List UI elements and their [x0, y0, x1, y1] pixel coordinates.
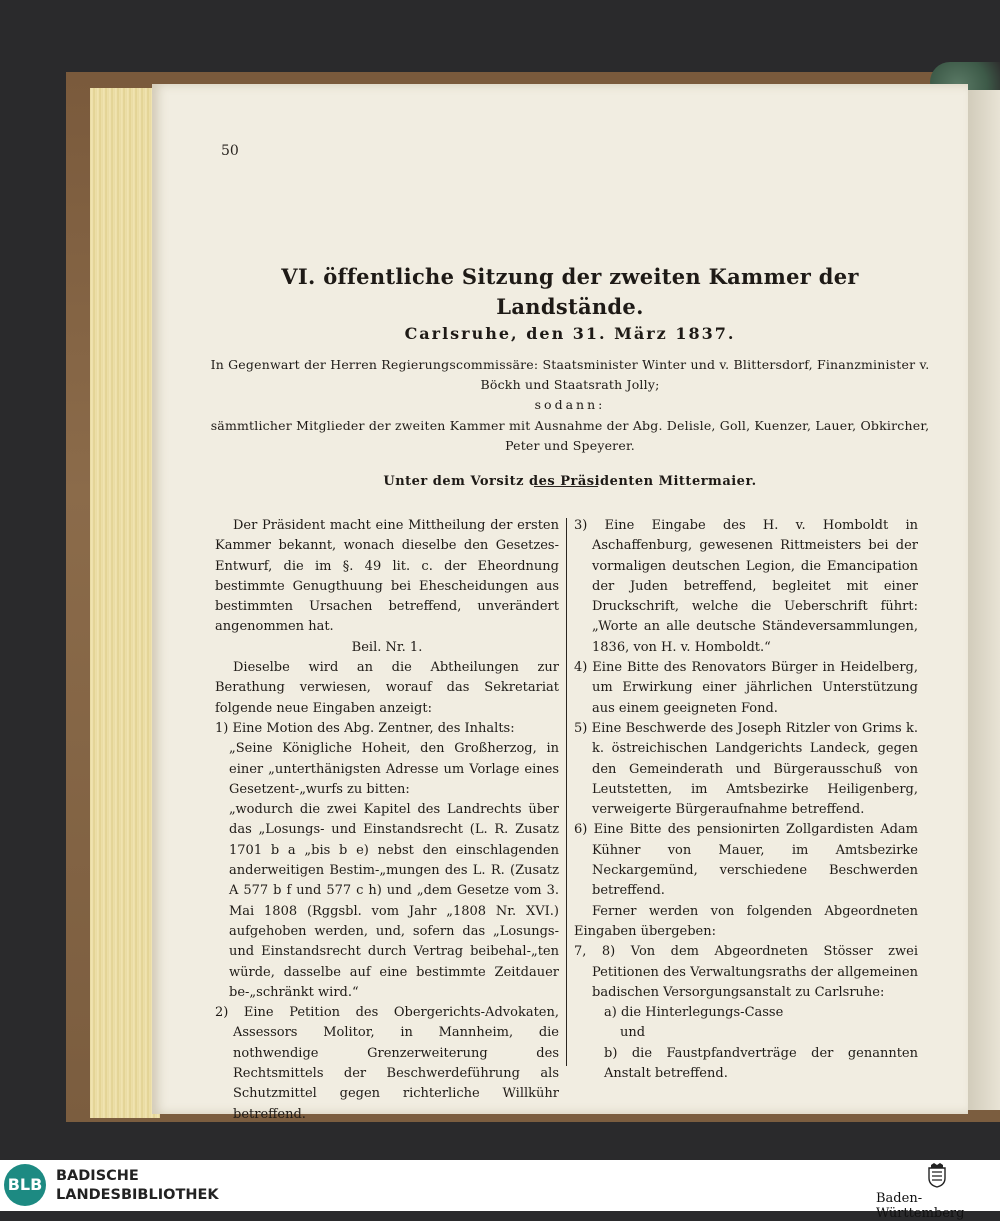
- blb-logo-icon[interactable]: BLB: [4, 1164, 46, 1206]
- right-column: [574, 516, 918, 1084]
- paragraph-referral: Dieselbe wird an die Abtheilungen zur Berathung verwiesen, worauf das Sekretariat folgende neue Eingaben anzeigt:: [215, 660, 559, 716]
- left-column: [215, 516, 559, 1125]
- sodann-label: sodann:: [534, 397, 606, 412]
- list-item: 2) Eine Petition des Obergerichts-Advokaten, Assessors Molitor, in Mannheim, die nothwendige Grenzerweiterung des Rechtsmittels der Beschwerdeführung als Schutzmittel gegen richterliche Willkühr betreffend.: [215, 1005, 559, 1122]
- list-item: 5) Eine Beschwerde des Joseph Ritzler von Grims k. k. östreichischen Landgerichts Landeck, gegen den Gemeinderath und Bürgerausschuß von Leutstetten, im Amtsbezirke Heiligenberg, verweigerte Bürgeraufnahme betreffend.: [574, 720, 918, 818]
- list-item: 6) Eine Bitte des pensionirten Zollgardisten Adam Kühner von Mauer, im Amtsbezirke Neckargemünd, verschiedene Beschwerden betreffend.: [574, 822, 918, 899]
- library-name[interactable]: [56, 1167, 219, 1205]
- coat-of-arms-icon: [926, 1162, 948, 1188]
- dateline: Carlsruhe, den 31. März 1837.: [404, 324, 736, 343]
- list-item: 7, 8) Von dem Abgeordneten Stösser zwei Petitionen des Verwaltungsraths der allgemeinen badischen Versorgungsanstalt zu Carlsruhe:: [574, 944, 918, 1000]
- list-item: 1) Eine Motion des Abg. Zentner, des Inhalts:: [215, 720, 515, 736]
- motion-quote-1: „Seine Königliche Hoheit, den Großherzog, in einer „unterthänigsten Adresse um Vorlage eines Gesetzent-„wurfs zu bitten:: [229, 741, 559, 797]
- motion-quote-2: „wodurch die zwei Kapitel des Landrechts über das „Losungs- und Einstandsrecht (L. R. Zusatz 1701 b a „bis b e) nebst den einschlagenden anderweitigen Bestim-„mungen des L. R. (Zusatz A 577 b f und 577 c h) und „dem Gesetze vom 3. Mai 1808 (Rggsbl. vom Jahr „1808 Nr. XVI.) aufgehoben werden, und, sofern das „Losungs- und Einstandsrecht durch Vertrag beibehal-„ten würde, dasselbe auf eine bestimmte Zeitdauer be-„schränkt wird.“: [229, 802, 559, 1000]
- library-name-line1: BADISCHE: [56, 1168, 139, 1184]
- sub-item-b: b) die Faustpfandverträge der genannten Anstalt betreffend.: [604, 1045, 918, 1082]
- page-edges: [90, 88, 160, 1118]
- chair-line: Unter dem Vorsitz des Präsidenten Mittermaier.: [383, 474, 757, 489]
- column-divider: [566, 518, 567, 1066]
- presence-commissioners: In Gegenwart der Herren Regierungscommissäre: Staatsminister Winter und v. Blittersdorf, Finanzminister v. Böckh und Staatsrath Jolly;: [210, 357, 930, 392]
- list-item: 4) Eine Bitte des Renovators Bürger in Heidelberg, um Erwirkung einer jährlichen Unterstützung aus einem geeigneten Fond.: [574, 660, 918, 716]
- presence-members: sämmtlicher Mitglieder der zweiten Kammer mit Ausnahme der Abg. Delisle, Goll, Kuenzer, Lauer, Obkircher, Peter und Speyerer.: [210, 418, 930, 453]
- session-title: VI. öffentliche Sitzung der zweiten Kammer der Landstände.: [281, 264, 859, 319]
- sub-item-a: a) die Hinterlegungs-Casse: [604, 1005, 784, 1021]
- header-rule: [534, 486, 598, 487]
- sub-und: und: [620, 1025, 646, 1041]
- paragraph-president: Der Präsident macht eine Mittheilung der ersten Kammer bekannt, wonach dieselbe den Gesetzes-Entwurf, die im §. 49 lit. c. der Eheordnung bestimmte Genugthuung bei Ehescheidungen aus bestimmten Ursachen betreffend, unverändert angenommen hat.: [215, 518, 559, 635]
- state-label: Baden-Württemberg: [876, 1191, 965, 1221]
- session-header: [210, 262, 930, 489]
- paragraph-ferner: Ferner werden von folgenden Abgeordneten Eingaben übergeben:: [574, 903, 918, 939]
- list-item: 3) Eine Eingabe des H. v. Homboldt in Aschaffenburg, gewesenen Rittmeisters bei der vormaligen deutschen Legion, die Emancipation der Juden betreffend, begleitet mit einer Druckschrift, welche die Ueberschrift führt: „Worte an alle deutsche Ständeversammlungen, 1836, von H. v. Homboldt.“: [574, 518, 918, 655]
- beilage-ref: Beil. Nr. 1.: [351, 639, 423, 655]
- library-name-line2: LANDESBIBLIOTHEK: [56, 1187, 219, 1203]
- page-number: 50: [221, 143, 239, 159]
